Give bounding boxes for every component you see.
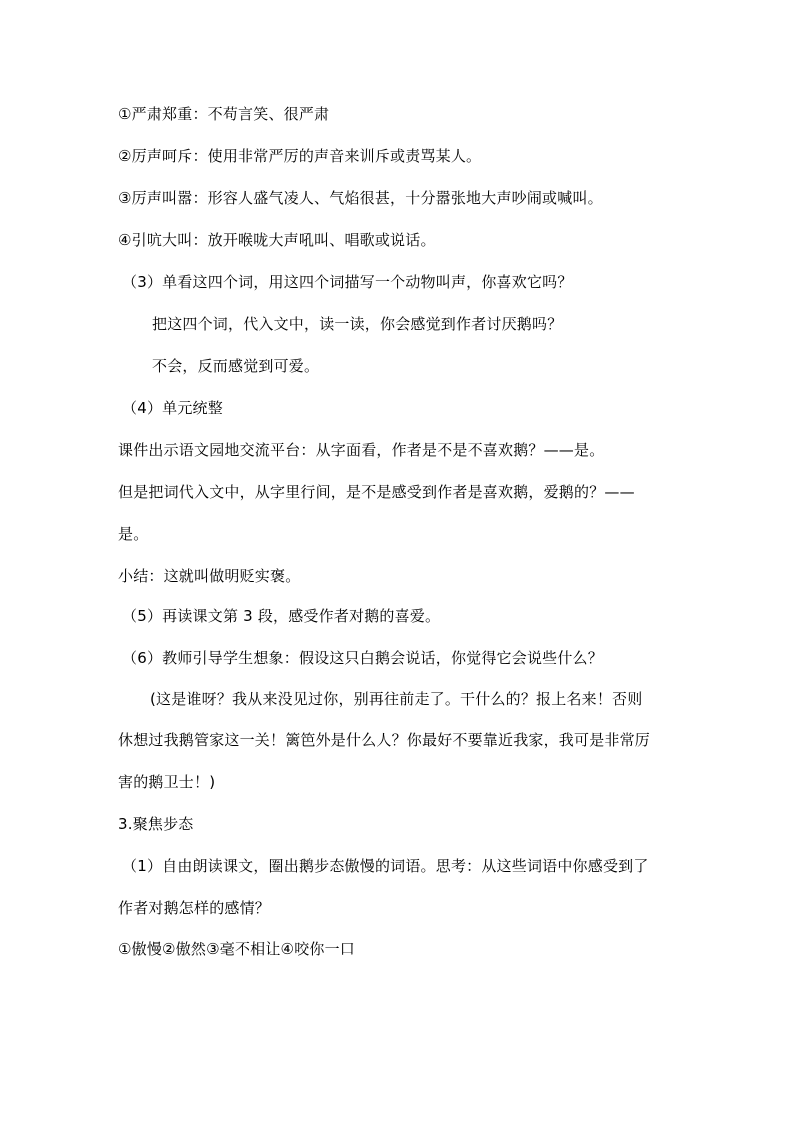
text-line-courseware: 课件出示语文园地交流平台：从字面看，作者是不是不喜欢鹅？——是。 bbox=[118, 441, 605, 459]
text-line-question-3-answer: 不会，反而感觉到可爱。 bbox=[152, 357, 320, 375]
text-line-goose-speech-1: (这是谁呀？我从来没见过你，别再往前走了。干什么的？报上名来！否则 bbox=[150, 690, 643, 708]
text-line-definition-2: ②厉声呵斥：使用非常严厉的声音来训斥或责骂某人。 bbox=[118, 147, 482, 165]
text-line-word-list: ①傲慢②傲然③毫不相让④咬你一口 bbox=[118, 940, 355, 958]
text-line-question-3-followup: 把这四个词，代入文中，读一读，你会感觉到作者讨厌鹅吗？ bbox=[152, 315, 563, 333]
text-line-question-1-continued: 作者对鹅怎样的感情？ bbox=[118, 899, 271, 917]
text-line-section-3-heading: 3.聚焦步态 bbox=[118, 815, 194, 833]
text-line-section-4-heading: （4）单元统整 bbox=[122, 399, 223, 417]
text-line-question-1: （1）自由朗读课文，圈出鹅步态傲慢的词语。思考：从这些词语中你感受到了 bbox=[122, 857, 649, 875]
text-line-question-5: （5）再读课文第 3 段，感受作者对鹅的喜爱。 bbox=[122, 607, 441, 625]
text-line-definition-3: ③厉声叫嚣：形容人盛气凌人、气焰很甚，十分嚣张地大声吵闹或喊叫。 bbox=[118, 189, 603, 207]
text-line-definition-4: ④引吭大叫：放开喉咙大声吼叫、唱歌或说话。 bbox=[118, 231, 436, 249]
text-line-question-6: （6）教师引导学生想象：假设这只白鹅会说话，你觉得它会说些什么？ bbox=[122, 649, 603, 667]
text-line-goose-speech-3: 害的鹅卫士！) bbox=[118, 773, 216, 791]
text-line-courseware-2: 但是把词代入文中，从字里行间，是不是感受到作者是喜欢鹅，爱鹅的？—— bbox=[118, 483, 635, 501]
text-line-goose-speech-2: 休想过我鹅管家这一关！篱笆外是什么人？你最好不要靠近我家，我可是非常厉 bbox=[118, 731, 651, 749]
text-line-summary: 小结：这就叫做明贬实褒。 bbox=[118, 567, 301, 585]
text-line-question-3: （3）单看这四个词，用这四个词描写一个动物叫声，你喜欢它吗？ bbox=[122, 273, 573, 291]
text-line-courseware-3: 是。 bbox=[118, 525, 149, 543]
text-line-definition-1: ①严肃郑重：不苟言笑、很严肃 bbox=[118, 105, 330, 123]
